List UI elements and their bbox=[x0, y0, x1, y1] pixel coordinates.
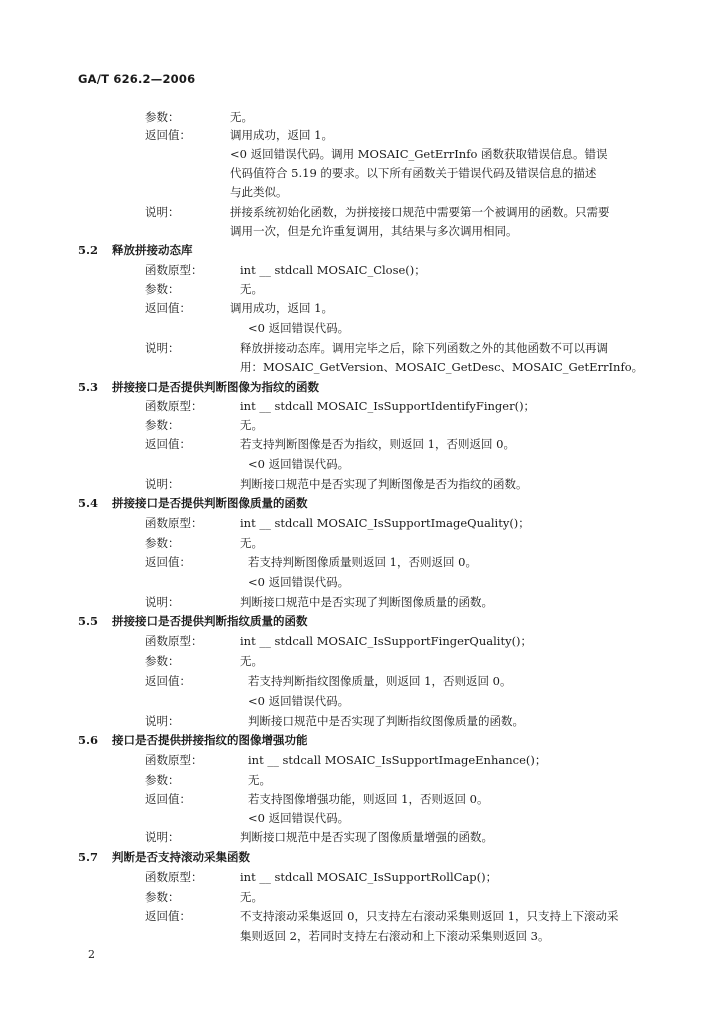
section-5-6-title: 接口是否提供拼接指纹的图像增强功能 bbox=[112, 733, 308, 747]
section-5-5-prototype-label: 函数原型： bbox=[145, 634, 203, 648]
intro-return-value-1: 调用成功，返回 1。 bbox=[230, 128, 333, 142]
section-5-2-params: 无。 bbox=[240, 282, 263, 296]
section-5-3-desc-1: 判断接口规范中是否实现了判断图像是否为指纹的函数。 bbox=[240, 477, 528, 491]
section-5-2-return-label: 返回值： bbox=[145, 301, 191, 315]
section-5-4-prototype-label: 函数原型： bbox=[145, 516, 203, 530]
section-5-3-desc-label: 说明： bbox=[145, 477, 180, 491]
section-5-4-return-label: 返回值： bbox=[145, 555, 191, 569]
section-5-5-desc-label: 说明： bbox=[145, 714, 180, 728]
section-5-6-prototype: int __ stdcall MOSAIC_IsSupportImageEnhance()； bbox=[248, 753, 547, 767]
section-5-7-prototype: int __ stdcall MOSAIC_IsSupportRollCap()； bbox=[240, 870, 498, 884]
section-5-6-desc-1: 判断接口规范中是否实现了图像质量增强的函数。 bbox=[240, 830, 493, 844]
section-5-2-return-2: <0 返回错误代码。 bbox=[248, 321, 350, 335]
intro-return-label: 返回值： bbox=[145, 128, 191, 142]
section-5-6-return-2: <0 返回错误代码。 bbox=[248, 811, 350, 825]
section-5-5-return-2: <0 返回错误代码。 bbox=[248, 694, 350, 708]
section-5-2-desc-label: 说明： bbox=[145, 341, 180, 355]
section-5-6-number: 5.6 bbox=[78, 733, 99, 747]
section-5-5-title: 拼接接口是否提供判断指纹质量的函数 bbox=[112, 614, 308, 628]
section-5-4-params: 无。 bbox=[240, 536, 263, 550]
section-5-7-title: 判断是否支持滚动采集函数 bbox=[112, 850, 250, 864]
section-5-5-prototype: int __ stdcall MOSAIC_IsSupportFingerQuality()； bbox=[240, 634, 533, 648]
intro-params-value: 无。 bbox=[230, 110, 253, 124]
section-5-5-return-label: 返回值： bbox=[145, 674, 191, 688]
section-5-6-params: 无。 bbox=[248, 773, 271, 787]
section-5-5-params: 无。 bbox=[240, 654, 263, 668]
section-5-4-return-2: <0 返回错误代码。 bbox=[248, 575, 350, 589]
section-5-7-number: 5.7 bbox=[78, 850, 99, 864]
section-5-2-prototype: int __ stdcall MOSAIC_Close()； bbox=[240, 263, 426, 277]
intro-return-value-2: <0 返回错误代码。调用 MOSAIC_GetErrInfo 函数获取错误信息。错误 bbox=[230, 147, 608, 161]
section-5-4-return-1: 若支持判断图像质量则返回 1，否则返回 0。 bbox=[248, 555, 477, 569]
section-5-2-return-1: 调用成功，返回 1。 bbox=[230, 301, 333, 315]
section-5-2-desc-2: 用：MOSAIC_GetVersion、MOSAIC_GetDesc、MOSAIC_GetErrInfo。 bbox=[240, 360, 644, 374]
section-5-7-return-2: 集则返回 2，若同时支持左右滚动和上下滚动采集则返回 3。 bbox=[240, 929, 550, 943]
intro-return-value-4: 与此类似。 bbox=[230, 185, 288, 199]
section-5-6-desc-label: 说明： bbox=[145, 830, 180, 844]
section-5-2-title: 释放拼接动态库 bbox=[112, 243, 193, 257]
section-5-3-number: 5.3 bbox=[78, 380, 99, 394]
intro-return-value-3: 代码值符合 5.19 的要求。以下所有函数关于错误代码及错误信息的描述 bbox=[230, 166, 597, 180]
intro-desc-value-1: 拼接系统初始化函数，为拼接接口规范中需要第一个被调用的函数。只需要 bbox=[230, 205, 610, 219]
section-5-3-return-label: 返回值： bbox=[145, 437, 191, 451]
section-5-5-number: 5.5 bbox=[78, 614, 99, 628]
intro-params-label: 参数： bbox=[145, 110, 180, 124]
section-5-3-prototype-label: 函数原型： bbox=[145, 399, 203, 413]
section-5-6-prototype-label: 函数原型： bbox=[145, 753, 203, 767]
section-5-5-return-1: 若支持判断指纹图像质量，则返回 1，否则返回 0。 bbox=[248, 674, 512, 688]
intro-desc-value-2: 调用一次，但是允许重复调用，其结果与多次调用相同。 bbox=[230, 224, 518, 238]
section-5-4-number: 5.4 bbox=[78, 496, 99, 510]
section-5-7-return-label: 返回值： bbox=[145, 909, 191, 923]
section-5-6-return-label: 返回值： bbox=[145, 792, 191, 806]
page-number: 2 bbox=[88, 948, 95, 961]
section-5-2-prototype-label: 函数原型： bbox=[145, 263, 203, 277]
section-5-7-params-label: 参数： bbox=[145, 890, 180, 904]
section-5-4-title: 拼接接口是否提供判断图像质量的函数 bbox=[112, 496, 308, 510]
section-5-2-desc-1: 释放拼接动态库。调用完毕之后，除下列函数之外的其他函数不可以再调 bbox=[240, 341, 608, 355]
section-5-3-title: 拼接接口是否提供判断图像为指纹的函数 bbox=[112, 380, 319, 394]
section-5-3-params-label: 参数： bbox=[145, 418, 180, 432]
section-5-4-params-label: 参数： bbox=[145, 536, 180, 550]
section-5-4-prototype: int __ stdcall MOSAIC_IsSupportImageQuality()； bbox=[240, 516, 530, 530]
section-5-5-params-label: 参数： bbox=[145, 654, 180, 668]
section-5-6-params-label: 参数： bbox=[145, 773, 180, 787]
section-5-4-desc-1: 判断接口规范中是否实现了判断图像质量的函数。 bbox=[240, 595, 493, 609]
section-5-3-prototype: int __ stdcall MOSAIC_IsSupportIdentifyFinger()； bbox=[240, 399, 536, 413]
section-5-5-desc-1: 判断接口规范中是否实现了判断指纹图像质量的函数。 bbox=[248, 714, 524, 728]
section-5-3-params: 无。 bbox=[240, 418, 263, 432]
section-5-7-prototype-label: 函数原型： bbox=[145, 870, 203, 884]
section-5-7-params: 无。 bbox=[240, 890, 263, 904]
section-5-3-return-2: <0 返回错误代码。 bbox=[248, 457, 350, 471]
section-5-6-return-1: 若支持图像增强功能，则返回 1，否则返回 0。 bbox=[248, 792, 489, 806]
section-5-4-desc-label: 说明： bbox=[145, 595, 180, 609]
section-5-2-params-label: 参数： bbox=[145, 282, 180, 296]
section-5-2-number: 5.2 bbox=[78, 243, 99, 257]
section-5-7-return-1: 不支持滚动采集返回 0，只支持左右滚动采集则返回 1，只支持上下滚动采 bbox=[240, 909, 619, 923]
section-5-3-return-1: 若支持判断图像是否为指纹，则返回 1，否则返回 0。 bbox=[240, 437, 515, 451]
document-header: GA/T 626.2—2006 bbox=[78, 72, 196, 86]
intro-desc-label: 说明： bbox=[145, 205, 180, 219]
